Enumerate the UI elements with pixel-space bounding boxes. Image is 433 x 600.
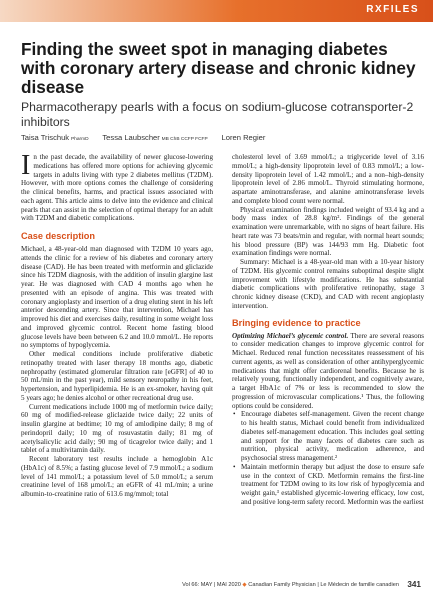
body-paragraph: Physical examination findings included weight of 93.4 kg and a body mass index of 28.8 kg/m². Findings of the general examination were unremarkable, with no signs of heart failure. His heart rate was 73 beats/min and regular, with normal heart sounds; his blood pressure (BP) was 144/93 mm Hg. Diabetic foot examination findings were normal. [232,205,424,258]
bullet-icon: ◆ [242,582,247,588]
list-item: • Maintain metformin therapy but adjust the dose to ensure safe use in the context of CKD. Metformin remains the first-line treatment for T2DM owing to its low risk of hypoglycemia and weight gain,³ established glycemic-lowering efficacy, low cost, and positive long-term safety record. Metformin was the earliest [241,463,424,507]
body-paragraph: cholesterol level of 3.69 mmol/L; a triglyceride level of 3.16 mmol/L; a high-density lipoprotein level of 0.83 mmol/L; a low-density lipoprotein level of 1.42 mmol/L; and a non–high-density lipoprotein level of 2.86 mmol/L. Thyroid stimulating hormone, aspartate aminotransferase, and alanine aminotransferase levels and complete blood count were normal. [232,153,424,205]
author-name: Taisa Trischuk [21,133,70,142]
body-paragraph: Summary: Michael is a 48-year-old man with a 10-year history of T2DM. His glycemic control remains suboptimal despite slight improvement with lifestyle modifications. He has substantial diabetic complications with proliferative retinopathy, stage 3 chronic kidney disease (CKD), and CAD with recent angioplasty intervention. [232,258,424,310]
evidence-paragraph [232,332,424,411]
right-column [232,153,424,507]
case-heading: Case description [21,231,96,241]
author-name: Loren Regier [221,133,266,142]
article-title: Finding the sweet spot in managing diabetes with coronary artery disease and chronic kidney disease [21,39,416,97]
evidence-text: There are several reasons to consider medication changes to improve glycemic control for Michael. Reduced renal function necessitates reassessment of his current agents, as well as consideration of other antihyperglycemic medications that might offer cardiorenal benefits. Because he is relatively young, functionally independent, and cognitively aware, a target HbA1c of 7% or less is recommended to slow the progression of microvascular complications.¹ Thus, the following options could be considered. [232,331,425,410]
footer-journal: Canadian Family Physician | Le Médecin de famille canadien [248,582,399,588]
intro-paragraph [21,150,213,223]
section-label: RXFILES [366,4,419,15]
left-column [21,150,213,499]
page-number: 341 [407,580,421,589]
author-name: Tessa Laubscher [102,133,160,142]
author-list [21,133,421,142]
evidence-lead: Optimizing Michael’s glycemic control. [232,331,349,340]
author-credentials: PharmD [70,137,89,142]
intro-text: n the past decade, the availability of newer glucose-lowering medications has offered more options for achieving glycemic targets in adults living with type 2 diabetes mellitus (T2DM). However, with more options comes the challenge of considering the clinical benefits, harms, and practical issues associated with each agent. This article aims to delve into the evidence and clinical pearls that can assist in the selection of optimal therapy for an adult with T2DM and diabetic complications. [21,153,213,223]
footer-citation [182,582,399,588]
author-credentials: MB ChB CCFP FCFP [161,137,208,142]
page-footer [21,580,421,592]
case-paragraph: Current medications include 1000 mg of metformin twice daily; 60 mg of modified-release gliclazide twice daily; 22 units of insulin glargine at bedtime; 10 mg of amlodipine daily; 8 mg of perindopril daily; 10 mg of rosuvastatin daily; 81 mg of acetylsalicylic acid daily; 90 mg of ticagrelor twice daily; and 1 tablet of a multivitamin daily. [21,402,213,455]
case-paragraph: Other medical conditions include proliferative diabetic retinopathy treated with laser therapy 18 months ago, diabetic nephropathy (estimated glomerular filtration rate [eGFR] of 40 to 50 mL/min in the past year), mild sensory neuropathy in his feet, hypertension, and hyperlipidemia. He is an ex-smoker, having quit 5 years ago; he denies alcohol or other recreational drug use. [21,350,213,402]
recommendation-list [232,410,424,506]
case-paragraph: Recent laboratory test results include a hemoglobin A1c (HbA1c) of 8.5%; a fasting glucose level of 7.9 mmol/L; a sodium level of 141 mmol/L; a potassium level of 5.0 mmol/L; a serum creatinine level of 168 µmol/L; an eGFR of 41 mL/min; a urine albumin-to-creatinine ratio of 613.6 mg/mmol; total [21,455,213,498]
list-item: • Encourage diabetes self-management. Given the recent change to his health status, Michael could benefit from individualized diabetes self-management education. This includes goal setting and support for the many facets of diabetes care such as nutrition, physical activity, medication adherence, and psychosocial stress management.² [241,410,424,463]
evidence-heading: Bringing evidence to practice [232,317,361,328]
drop-cap: I [21,150,31,181]
case-paragraph: Michael, a 48-year-old man diagnosed with T2DM 10 years ago, attends the clinic for a review of his diabetes and coronary artery disease (CAD). He has been treated with metformin and gliclazide since his T2DM diagnosis, with the addition of insulin glargine last year. He was diagnosed with CAD 4 months ago when he presented with an episode of angina. This was treated with coronary angioplasty and insertion of a drug eluting stent in his left anterior descending artery. Since that intervention, Michael has improved his diet and exercises daily, resulting in some weight loss and improved glycemic control. Recent home fasting blood glucose levels have been between 6.2 and 10.0 mmol/L. He reports no symptoms of hypoglycemia. [21,245,213,350]
article-subtitle: Pharmacotherapy pearls with a focus on sodium-glucose cotransporter-2 inhibitors [21,100,414,129]
footer-volume: Vol 66: MAY | MAI 2020 [182,582,241,588]
header-band [0,0,433,22]
